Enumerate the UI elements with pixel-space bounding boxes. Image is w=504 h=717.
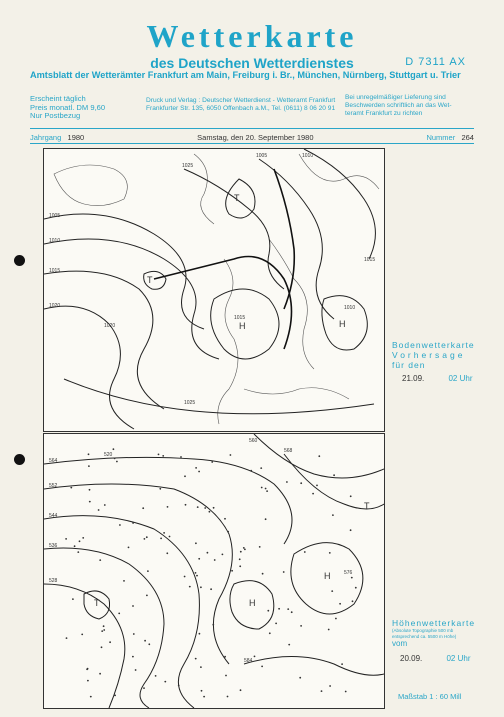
pressure-center: H: [239, 321, 246, 331]
station-mark: [159, 488, 161, 490]
station-mark: [132, 605, 134, 607]
station-mark: [339, 603, 341, 605]
publisher-line: Frankfurter Str. 135, 6050 Offenbach a.M., Tel. (0611) 8 06 20 91: [146, 105, 336, 112]
pressure-center: T: [234, 193, 240, 203]
station-mark: [239, 565, 241, 567]
station-mark: [341, 663, 343, 665]
pressure-center: T: [364, 501, 370, 511]
station-mark: [99, 673, 101, 675]
upper-map-note-line: (Absolute Topographie 500 mb: [392, 628, 454, 633]
station-mark: [265, 488, 267, 490]
pressure-center: T: [94, 598, 100, 608]
page-subtitle: des Deutschen Wetterdienstes: [150, 55, 354, 71]
contour-label: 564: [49, 458, 58, 464]
station-mark: [321, 690, 323, 692]
station-mark: [198, 558, 200, 560]
isobar-label: 1005: [49, 213, 61, 219]
station-mark: [66, 637, 68, 639]
isobar-label: 1010: [344, 305, 356, 311]
upper-air-map: [43, 433, 385, 709]
upper-map-note-line: entsprechend ca. 5500 m Höhe): [392, 633, 457, 639]
isobar-label: 1005: [256, 153, 268, 159]
official-line: Amtsblatt der Wetterämter Frankfurt am Main, Freiburg i. Br., München, Nürnberg, Stuttgart u. Trier: [30, 70, 461, 80]
isobar-label: 1025: [184, 400, 196, 406]
station-mark: [87, 680, 89, 682]
station-mark: [146, 595, 148, 597]
surface-map-time: 02 Uhr: [448, 374, 473, 383]
station-mark: [261, 487, 263, 489]
station-mark: [119, 524, 121, 526]
station-mark: [261, 666, 263, 668]
schedule-line: Erscheint täglich: [30, 94, 86, 103]
station-mark: [132, 656, 134, 658]
contour-label: 520: [104, 452, 113, 458]
station-mark: [283, 571, 285, 573]
isobar-label: 1015: [364, 257, 376, 263]
station-mark: [123, 580, 125, 582]
station-mark: [195, 658, 197, 660]
contour-label: 576: [344, 570, 353, 576]
station-mark: [291, 611, 293, 613]
station-mark: [222, 554, 224, 556]
schedule-block: [30, 95, 105, 121]
station-mark: [144, 538, 146, 540]
station-mark: [201, 690, 203, 692]
station-mark: [104, 504, 106, 506]
publication-code: D 7311 AX: [405, 56, 466, 68]
surface-map-caption: [392, 340, 475, 383]
station-mark: [212, 624, 214, 626]
station-mark: [227, 531, 229, 533]
station-mark: [224, 518, 226, 520]
station-mark: [144, 640, 146, 642]
upper-map-graphic: [44, 434, 384, 708]
contour-label: 544: [49, 513, 58, 519]
upper-map-time: 02 Uhr: [446, 654, 471, 663]
station-mark: [163, 532, 165, 534]
isobar-label: 1025: [182, 163, 194, 169]
station-mark: [113, 448, 115, 450]
station-mark: [299, 677, 301, 679]
station-mark: [300, 482, 302, 484]
station-mark: [195, 572, 197, 574]
station-mark: [114, 695, 116, 697]
upper-map-label: Höhenwetterkarte: [392, 618, 476, 628]
station-mark: [244, 549, 246, 551]
station-mark: [132, 522, 134, 524]
isobar-label: 1010: [302, 153, 314, 159]
isobar-label: 1010: [49, 238, 61, 244]
station-mark: [335, 618, 337, 620]
station-mark: [239, 558, 241, 560]
station-mark: [196, 575, 198, 577]
station-mark: [148, 643, 150, 645]
upper-map-vom: vom: [392, 639, 408, 648]
station-mark: [318, 455, 320, 457]
punch-hole: [14, 454, 25, 465]
station-mark: [98, 509, 100, 511]
station-mark: [230, 454, 232, 456]
pressure-center: H: [324, 571, 331, 581]
station-mark: [158, 454, 160, 456]
station-mark: [79, 540, 81, 542]
station-mark: [86, 668, 88, 670]
station-mark: [164, 681, 166, 683]
station-mark: [178, 685, 180, 687]
upper-map-caption: [392, 618, 475, 663]
station-mark: [198, 471, 200, 473]
station-mark: [184, 475, 186, 477]
station-mark: [81, 634, 83, 636]
station-mark: [146, 536, 148, 538]
station-mark: [109, 641, 111, 643]
contour-label: 560: [249, 438, 258, 444]
station-mark: [350, 529, 352, 531]
station-mark: [128, 547, 130, 549]
station-mark: [329, 685, 331, 687]
station-mark: [351, 577, 353, 579]
surface-map-sublabel2: für den: [392, 360, 426, 370]
station-mark: [265, 518, 267, 520]
contour-label: 536: [49, 543, 58, 549]
isobar-label: 1015: [234, 315, 246, 321]
map-scale: Maßstab 1 : 60 Mill: [398, 692, 462, 701]
station-mark: [300, 625, 302, 627]
station-mark: [262, 573, 264, 575]
station-mark: [88, 453, 90, 455]
station-mark: [328, 629, 330, 631]
station-mark: [250, 470, 252, 472]
station-mark: [116, 461, 118, 463]
station-mark: [160, 538, 162, 540]
info-bar: [30, 133, 474, 142]
divider: [30, 128, 474, 129]
station-mark: [195, 542, 197, 544]
station-mark: [225, 675, 227, 677]
surface-map-date: 21.09.: [402, 374, 425, 383]
station-mark: [166, 552, 168, 554]
complaints-line: Beschwerden schriftlich an das Wet-: [345, 102, 452, 109]
station-mark: [162, 455, 164, 457]
station-mark: [278, 608, 280, 610]
station-mark: [89, 501, 91, 503]
station-mark: [331, 590, 333, 592]
station-mark: [203, 696, 205, 698]
complaints-line: Bei unregelmäßiger Lieferung sind: [345, 94, 446, 101]
station-mark: [155, 675, 157, 677]
station-mark: [197, 506, 199, 508]
schedule-line: Preis monatl. DM 9,60: [30, 102, 106, 112]
station-mark: [199, 633, 201, 635]
station-mark: [204, 507, 206, 509]
station-mark: [316, 485, 318, 487]
contour-label: 568: [284, 448, 293, 454]
station-mark: [312, 493, 314, 495]
divider: [30, 143, 474, 144]
station-mark: [288, 644, 290, 646]
station-mark: [180, 456, 182, 458]
schedule-line: Nur Postbezug: [30, 111, 81, 120]
station-mark: [286, 481, 288, 483]
issue-date: Samstag, den 20. September 1980: [197, 133, 314, 142]
upper-map-date: 20.09.: [400, 654, 423, 663]
station-mark: [169, 536, 171, 538]
station-mark: [259, 546, 261, 548]
station-mark: [240, 689, 242, 691]
station-mark: [214, 559, 216, 561]
station-mark: [210, 588, 212, 590]
page-title: Wetterkarte: [146, 18, 358, 54]
upper-map-note: [392, 628, 475, 639]
pressure-center: T: [147, 275, 153, 285]
station-mark: [135, 669, 137, 671]
station-mark: [260, 467, 262, 469]
station-mark: [287, 608, 289, 610]
contour-label: 552: [49, 483, 58, 489]
station-mark: [200, 586, 202, 588]
station-mark: [200, 666, 202, 668]
surface-weather-map: [43, 148, 385, 432]
station-mark: [333, 474, 335, 476]
station-mark: [185, 504, 187, 506]
station-mark: [352, 600, 354, 602]
station-mark: [89, 489, 91, 491]
pressure-center: H: [249, 598, 256, 608]
station-mark: [70, 487, 72, 489]
station-mark: [329, 552, 331, 554]
station-mark: [355, 587, 357, 589]
complaints-line: teramt Frankfurt zu richten: [345, 110, 423, 117]
station-mark: [72, 598, 74, 600]
isobar-label: 1020: [104, 323, 116, 329]
jahrgang: Jahrgang 1980: [30, 133, 85, 142]
station-mark: [207, 552, 209, 554]
station-mark: [99, 559, 101, 561]
surface-map-sublabel: Vorhersage: [392, 350, 466, 360]
station-mark: [213, 507, 215, 509]
issue-number: Nummer 264: [426, 133, 474, 142]
station-mark: [90, 696, 92, 698]
station-mark: [304, 551, 306, 553]
station-mark: [350, 495, 352, 497]
station-mark: [143, 687, 145, 689]
publisher-block: [146, 97, 335, 113]
station-mark: [224, 656, 226, 658]
surface-map-label: Bodenwetterkarte: [392, 340, 475, 350]
station-mark: [88, 465, 90, 467]
station-mark: [114, 458, 116, 460]
station-mark: [231, 570, 233, 572]
station-mark: [332, 514, 334, 516]
contour-label: 584: [244, 658, 253, 664]
station-mark: [133, 633, 135, 635]
station-mark: [101, 630, 103, 632]
surface-map-graphic: [44, 149, 384, 431]
station-mark: [101, 646, 103, 648]
station-mark: [184, 576, 186, 578]
station-mark: [254, 656, 256, 658]
pressure-center: H: [339, 319, 346, 329]
station-mark: [74, 545, 76, 547]
complaints-block: [345, 94, 452, 118]
station-mark: [147, 570, 149, 572]
station-mark: [266, 490, 268, 492]
station-mark: [118, 613, 120, 615]
isobar-label: 1015: [49, 268, 61, 274]
station-mark: [103, 625, 105, 627]
station-mark: [142, 507, 144, 509]
station-mark: [227, 696, 229, 698]
station-mark: [189, 586, 191, 588]
station-mark: [209, 511, 211, 513]
station-mark: [211, 461, 213, 463]
station-mark: [82, 537, 84, 539]
station-mark: [195, 467, 197, 469]
station-mark: [267, 610, 269, 612]
station-mark: [240, 551, 242, 553]
punch-hole: [14, 255, 25, 266]
isobar-label: 1020: [49, 303, 61, 309]
station-mark: [345, 691, 347, 693]
station-mark: [65, 538, 67, 540]
station-mark: [167, 506, 169, 508]
station-mark: [77, 551, 79, 553]
contour-label: 528: [49, 578, 58, 584]
station-mark: [103, 629, 105, 631]
publisher-line: Druck und Verlag : Deutscher Wetterdienst - Wetteramt Frankfurt: [146, 97, 336, 104]
station-mark: [243, 547, 245, 549]
station-mark: [275, 623, 277, 625]
station-mark: [269, 632, 271, 634]
